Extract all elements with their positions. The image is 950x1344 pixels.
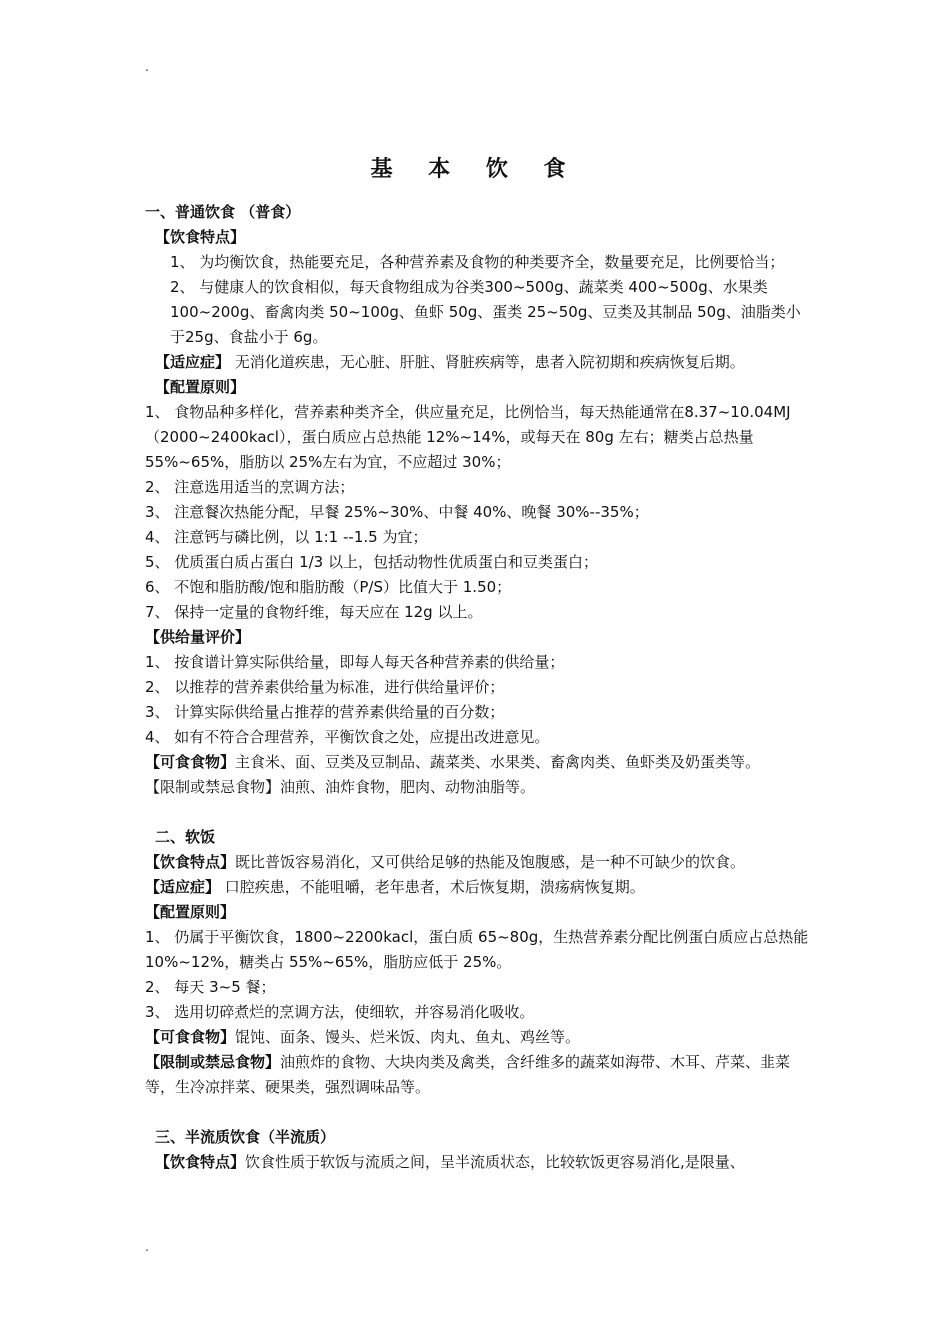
principle-item: 2、 注意选用适当的烹调方法； <box>145 478 355 496</box>
restricted-foods-line <box>145 775 813 800</box>
label-diet-features: 【饮食特点】 <box>155 1153 246 1171</box>
principle-item: 4、 注意钙与磷比例，以 1:1 --1.5 为宜； <box>145 528 428 546</box>
indication-text: 口腔疾患，不能咀嚼，老年患者，术后恢复期，溃疡病恢复期。 <box>220 878 645 896</box>
edible-foods-line <box>145 750 813 775</box>
section-heading-semi-liquid-diet: 三、半流质饮食（半流质） <box>155 1128 336 1146</box>
restricted-foods-line <box>145 1050 813 1100</box>
diet-features-text: 既比普饭容易消化，又可供给足够的热能及饱腹感，是一种不可缺少的饮食。 <box>235 853 746 871</box>
label-indications: 【适应症】 <box>145 878 221 896</box>
evaluation-item: 2、 以推荐的营养素供给量为标准，进行供给量评价； <box>145 678 505 696</box>
label-principles: 【配置原则】 <box>155 378 246 396</box>
restricted-foods-text: 油煎炸的食物、大块肉类及禽类，含纤维多的蔬菜如海带、木耳、芹菜、韭菜等，生冷凉拌菜、硬果类，强烈调味品等。 <box>145 1053 791 1096</box>
label-diet-features: 【饮食特点】 <box>145 853 236 871</box>
edible-foods-text: 馄饨、面条、馒头、烂米饭、肉丸、鱼丸、鸡丝等。 <box>235 1028 581 1046</box>
page-dot-top: . <box>145 60 149 74</box>
paragraph-feature-1: 1、 为均衡饮食，热能要充足，各种营养素及食物的种类要齐全，数量要充足，比例要恰当； <box>170 253 785 271</box>
label-edible-foods: 【可食食物】 <box>145 1028 236 1046</box>
label-principles: 【配置原则】 <box>145 903 236 921</box>
evaluation-item: 1、 按食谱计算实际供给量，即每人每天各种营养素的供给量； <box>145 653 565 671</box>
label-diet-features: 【饮食特点】 <box>155 228 246 246</box>
indication-line <box>145 350 813 375</box>
label-supply-evaluation: 【供给量评价】 <box>145 628 251 646</box>
label-indications: 【适应症】 <box>155 353 231 371</box>
edible-foods-line <box>145 1025 813 1050</box>
document-body <box>145 200 813 1175</box>
paragraph-feature-2: 2、 与健康人的饮食相似，每天食物组成为谷类300~500g、蔬菜类 400~500g、水果类100~200g、畜禽肉类 50~100g、鱼虾 50g、蛋类 25~50g、豆类及其制品 50g、油脂类小于25g、食盐小于 6g。 <box>170 278 801 346</box>
restricted-foods-text: 油煎、油炸食物，肥肉、动物油脂等。 <box>280 778 536 796</box>
diet-features-line <box>145 850 813 875</box>
section-spacer <box>145 1100 813 1125</box>
label-restricted-foods: 【限制或禁忌食物】 <box>145 778 281 796</box>
page-title: 基 本 饮 食 <box>370 157 580 182</box>
diet-features-line <box>145 1150 813 1175</box>
section-spacer <box>145 800 813 825</box>
principle-item: 2、 每天 3~5 餐； <box>145 978 276 996</box>
edible-foods-text: 主食米、面、豆类及豆制品、蔬菜类、水果类、畜禽肉类、鱼虾类及奶蛋类等。 <box>235 753 761 771</box>
principle-item: 3、 注意餐次热能分配，早餐 25%~30%、中餐 40%、晚餐 30%--35%； <box>145 503 649 521</box>
principle-item: 1、 食物品种多样化，营养素种类齐全，供应量充足，比例恰当，每天热能通常在8.37~10.04MJ（2000~2400kacl），蛋白质应占总热能 12%~14%，或每天在 80g 左右；糖类占总热量 55%~65%，脂肪以 25%左右为宜，不应超过 30%； <box>145 403 791 471</box>
section-heading-general-diet: 一、普通饮食 （普食） <box>145 203 301 221</box>
diet-features-text: 饮食性质于软饭与流质之间，呈半流质状态，比较软饭更容易消化,是限量、 <box>245 1153 745 1171</box>
indication-text: 无消化道疾患，无心脏、肝脏、肾脏疾病等，患者入院初期和疾病恢复后期。 <box>230 353 745 371</box>
section-heading-soft-diet: 二、软饭 <box>155 828 216 846</box>
principle-item: 7、 保持一定量的食物纤维，每天应在 12g 以上。 <box>145 603 483 621</box>
label-edible-foods: 【可食食物】 <box>145 753 236 771</box>
indication-line <box>145 875 813 900</box>
principle-item: 6、 不饱和脂肪酸/饱和脂肪酸（P/S）比值大于 1.50； <box>145 578 512 596</box>
principle-item: 3、 选用切碎煮烂的烹调方法，使细软，并容易消化吸收。 <box>145 1003 535 1021</box>
label-restricted-foods: 【限制或禁忌食物】 <box>145 1053 281 1071</box>
evaluation-item: 3、 计算实际供给量占推荐的营养素供给量的百分数； <box>145 703 505 721</box>
page-dot-bottom: . <box>145 1240 149 1254</box>
evaluation-item: 4、 如有不符合合理营养，平衡饮食之处，应提出改进意见。 <box>145 728 550 746</box>
principle-item: 5、 优质蛋白质占蛋白 1/3 以上，包括动物性优质蛋白和豆类蛋白； <box>145 553 598 571</box>
principle-item: 1、 仍属于平衡饮食，1800~2200kacl，蛋白质 65~80g，生热营养素分配比例蛋白质应占总热能 10%~12%，糖类占 55%~65%，脂肪应低于 25%。 <box>145 928 809 971</box>
